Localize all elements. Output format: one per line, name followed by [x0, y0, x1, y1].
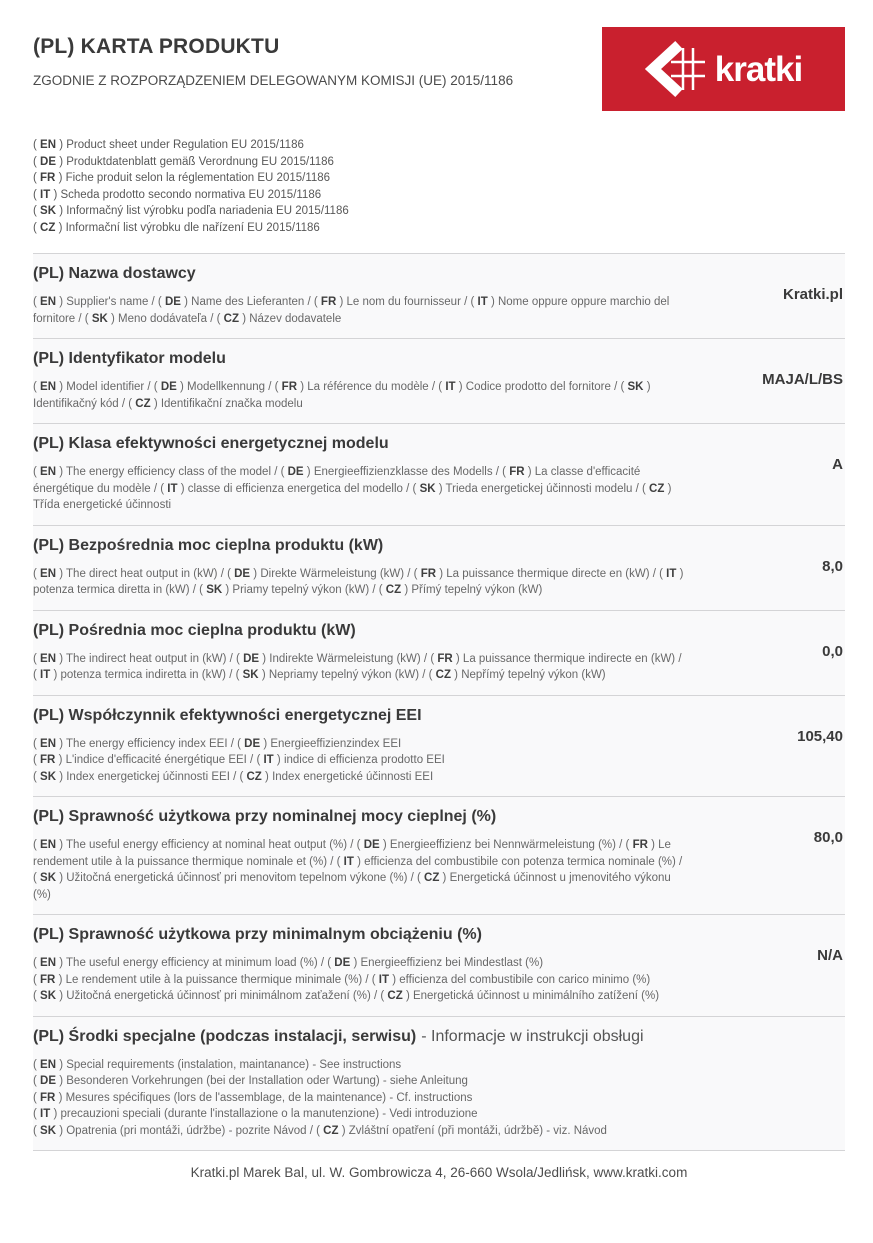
regulation-line-it: ( IT ) Scheda prodotto secondo normativa EU 2015/1186 [33, 188, 322, 201]
page-title: (PL) KARTA PRODUKTU [33, 35, 280, 58]
section-title: (PL) Bezpośrednia moc cieplna produktu (kW) [33, 536, 384, 554]
section-title: (PL) Sprawność użytkowa przy minimalnym obciążeniu (%) [33, 926, 482, 943]
section-value: 105,40 [797, 727, 843, 745]
section-efficiency-minimum [33, 914, 845, 1016]
regulation-line-cz: ( CZ ) Informační list výrobku dle nařízení EU 2015/1186 [33, 221, 320, 234]
section-efficiency-nominal [33, 796, 845, 914]
section-title: (PL) Identyfikator modelu [33, 350, 226, 367]
page-subtitle: ZGODNIE Z ROZPORZĄDZENIEM DELEGOWANYM KOMISJI (UE) 2015/1186 [33, 73, 514, 88]
product-attributes [33, 253, 845, 1151]
regulation-line-en: ( EN ) Product sheet under Regulation EU 2015/1186 [33, 139, 304, 151]
section-title: (PL) Współczynnik efektywności energetycznej EEI [33, 706, 422, 724]
section-supplier-name [33, 253, 845, 338]
section-value: A [832, 456, 843, 473]
section-value: MAJA/L/BS [762, 371, 843, 388]
kratki-logo-mark-icon [645, 40, 707, 98]
section-value: 8,0 [822, 557, 843, 575]
section-title: (PL) Środki specjalne (podczas instalacji, serwisu) - Informacje w instrukcji obsługi [33, 1027, 644, 1045]
kratki-logo-text: kratki [714, 49, 803, 89]
section-special-requirements [33, 1016, 845, 1151]
section-description: ( EN ) Supplier's name / ( DE ) Name des Lieferanten / ( FR ) Le nom du fournisseur / ( IT ) Nome oppure oppure marchio del fornitore / ( SK ) Meno dodávateľa / ( CZ ) Název dodavatele [33, 296, 670, 325]
section-indirect-heat-output [33, 610, 845, 695]
section-title: (PL) Klasa efektywności energetycznej modelu [33, 435, 389, 452]
regulation-line-fr: ( FR ) Fiche produit selon la réglementation EU 2015/1186 [33, 172, 331, 184]
section-energy-class [33, 423, 845, 525]
section-description: ( EN ) The useful energy efficiency at minimum load (%) / ( DE ) Energieeffizienz bei Mindestlast (%) ( FR ) Le rendement utile à la puissance thermique minimale (%) / ( IT ) efficienza del combustibile con carico minimo (%) ( SK ) Užitočná energetická účinnosť pri minimálnom zaťažení (%) / ( CZ ) Energetická účinnost u minimálního zatížení (%) [33, 957, 660, 1002]
section-value: Kratki.pl [782, 286, 843, 303]
regulation-line-de: ( DE ) Produktdatenblatt gemäß Verordnung EU 2015/1186 [33, 155, 334, 168]
section-energy-efficiency-index [33, 695, 845, 797]
section-value: 80,0 [813, 829, 843, 846]
header-titles [33, 27, 513, 88]
section-description: ( EN ) The indirect heat output in (kW) / ( DE ) Indirekte Wärmeleistung (kW) / ( FR ) La puissance thermique indirecte en (kW) / ( IT ) potenza termica indiretta in (kW) / ( SK ) Nepriamy tepelný výkon (kW) / ( CZ ) Nepřímý tepelný výkon (kW) [33, 652, 682, 681]
section-description: ( EN ) Model identifier / ( DE ) Modellkennung / ( FR ) La référence du modèle / ( IT ) Codice prodotto del fornitore / ( SK ) Identifikačný kód / ( CZ ) Identifikační značka modelu [33, 381, 651, 410]
kratki-logo [602, 27, 845, 111]
section-title: (PL) Nazwa dostawcy [33, 265, 196, 282]
section-title-suffix: - Informacje w instrukcji obsługi [421, 1027, 644, 1045]
section-description: ( EN ) The energy efficiency class of the model / ( DE ) Energieeffizienzklasse des Modells / ( FR ) La classe d'efficacité énergétique du modèle / ( IT ) classe di efficienza energetica del modello / ( SK ) Trieda energetickej účinnosti modelu / ( CZ ) Třída energetické účinnosti [33, 466, 672, 511]
section-value: 0,0 [822, 642, 843, 660]
section-value: N/A [817, 947, 843, 964]
section-description: ( EN ) Special requirements (instalation, maintanance) - See instructions ( DE ) Besonderen Vorkehrungen (bei der Installation oder Wartung) - siehe Anleitung ( FR ) Mesures spécifiques (lors de l'assemblage, de la maintenance) - Cf. instructions ( IT ) precauzioni speciali (durante l'installazione o la manutenzione) - Vedi introduzione ( SK ) Opatrenia (pri montáži, údržbe) - pozrite Návod / ( CZ ) Zvláštní opatření (při montáži, údržbě) - viz. Návod [33, 1058, 607, 1137]
regulation-line-sk: ( SK ) Informačný list výrobku podľa nariadenia EU 2015/1186 [33, 205, 349, 217]
section-model-identifier [33, 338, 845, 423]
section-description: ( EN ) The direct heat output in (kW) / ( DE ) Direkte Wärmeleistung (kW) / ( FR ) La puissance thermique directe en (kW) / ( IT ) potenza termica diretta in (kW) / ( SK ) Priamy tepelný výkon (kW) / ( CZ ) Přímý tepelný výkon (kW) [33, 567, 684, 596]
section-title: (PL) Sprawność użytkowa przy nominalnej mocy cieplnej (%) [33, 808, 497, 825]
section-description: ( EN ) The energy efficiency index EEI / ( DE ) Energieeffizienzindex EEI ( FR ) L'indice d'efficacité énergétique EEI / ( IT ) indice di efficienza prodotto EEI ( SK ) Index energetickej účinnosti EEI / ( CZ ) Index energetické účinnosti EEI [33, 737, 445, 783]
regulation-language-list [33, 137, 845, 236]
footer-address: Kratki.pl Marek Bal, ul. W. Gombrowicza 4, 26-660 Wsola/Jedlińsk, www.kratki.com [190, 1165, 688, 1180]
section-description: ( EN ) The useful energy efficiency at nominal heat output (%) / ( DE ) Energieeffizienz bei Nennwärmeleistung (%) / ( FR ) Le rendement utile à la puissance thermique nominale et (%) / ( IT ) efficienza del combustibile con potenza termica nominale (%) / ( SK ) Užitočná energetická účinnosť pri menovitom tepelnom výkone (%) / ( CZ ) Energetická účinnost u jmenovitého výkonu (%) [33, 839, 683, 901]
section-title: (PL) Pośrednia moc cieplna produktu (kW) [33, 621, 356, 639]
header [33, 27, 845, 111]
section-direct-heat-output [33, 525, 845, 610]
